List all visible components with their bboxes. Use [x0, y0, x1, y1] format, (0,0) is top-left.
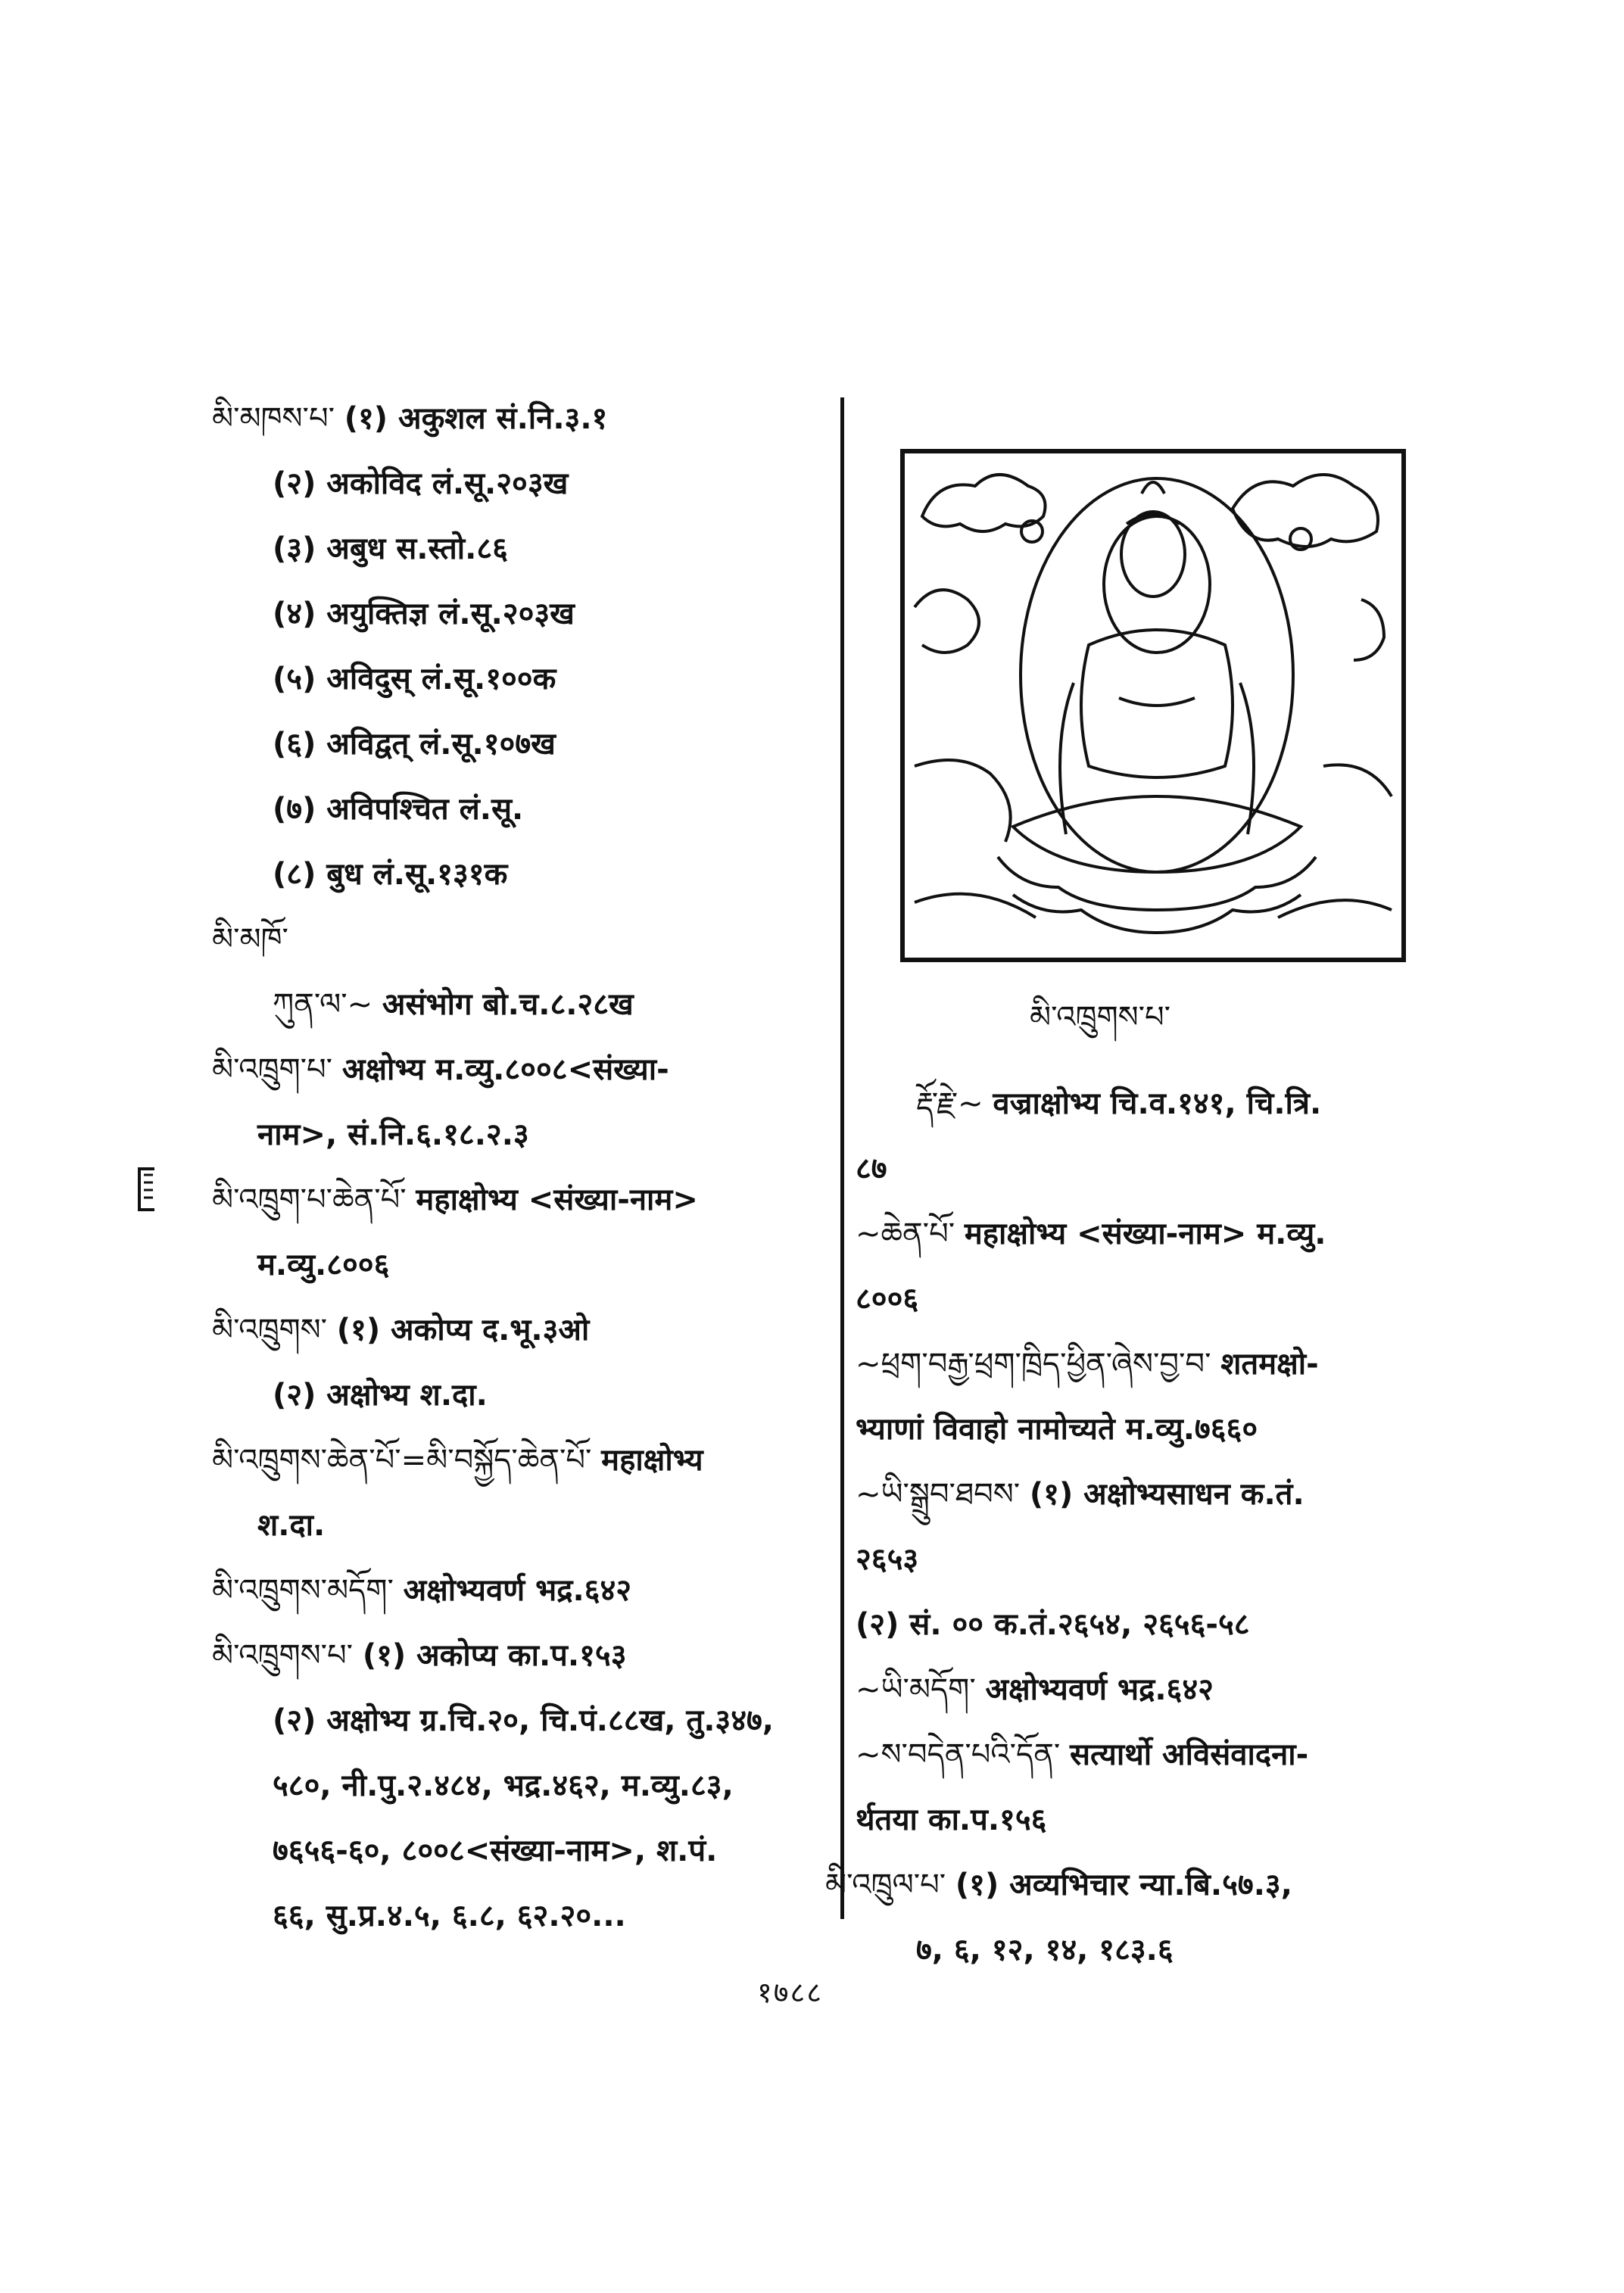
tibetan-headword: མི་འཁྲུགས་ — [212, 1313, 328, 1347]
entry-line — [212, 907, 818, 972]
tibetan-headword: ~ཕྲག་བརྒྱ་ཕྲག་ཁྲིད་ཕྱིན་ཞེས་བྱ་བ་ — [856, 1347, 1211, 1382]
entry-line — [212, 1623, 818, 1688]
entry-line — [856, 1462, 1492, 1527]
left-column — [212, 386, 818, 1949]
entry-line — [212, 1037, 818, 1102]
sanskrit-gloss: (७) अविपश्चित लं.सू. — [273, 792, 524, 827]
sanskrit-gloss: (२) अकोविद लं.सू.२०३ख — [273, 466, 569, 501]
buddha-akshobhya-icon — [899, 448, 1407, 963]
page-number: १७८८ — [757, 1976, 824, 2009]
entry-line — [212, 451, 818, 516]
entry-line — [856, 1722, 1492, 1787]
entry-line — [856, 1918, 1492, 1983]
tibetan-headword: མི་འཁྲུལ་པ་ — [825, 1868, 946, 1902]
tibetan-headword: ཀུན་ལ་~ — [273, 987, 373, 1022]
sanskrit-gloss: (१) अकोप्य द.भू.३ओ — [336, 1313, 590, 1347]
entry-line — [212, 1102, 818, 1167]
illustration-caption: མི་འཁྲུགས་པ་ — [1030, 1000, 1171, 1035]
entry-line — [212, 1818, 818, 1883]
sanskrit-gloss: ६६, सु.प्र.४.५, ६.८, ६२.२०... — [273, 1899, 626, 1933]
sanskrit-gloss: (३) अबुध स.स्तो.८६ — [273, 531, 508, 566]
sanskrit-gloss: (१) अकुशल सं.नि.३.१ — [344, 401, 608, 436]
tibetan-headword: ~ཡི་སྒྲུབ་ཐབས་ — [856, 1477, 1021, 1512]
entry-line — [212, 1298, 818, 1363]
tibetan-headword: མི་འཁྲུག་པ་ཆེན་པོ་ — [212, 1182, 407, 1217]
right-column — [825, 1071, 1492, 1983]
entry-line — [856, 1527, 1492, 1592]
entry-line — [212, 646, 818, 712]
sanskrit-gloss: श.दा. — [257, 1508, 326, 1543]
tibetan-headword: ~ས་བདེན་པའི་དོན་ — [856, 1737, 1061, 1772]
sanskrit-gloss: अक्षोभ्यवर्ण भद्र.६४२ — [403, 1573, 632, 1608]
tibetan-headword: མི་མཁས་པ་ — [212, 401, 335, 436]
entry-line — [856, 1332, 1492, 1397]
column-divider — [840, 397, 844, 1919]
entry-line — [212, 516, 818, 581]
sanskrit-gloss: ८७ — [856, 1151, 887, 1186]
tibetan-headword: མི་འཁྲུགས་ཆེན་པོ་=མི་བསྐྱོད་ཆེན་པོ་ — [212, 1443, 592, 1478]
entry-line — [212, 386, 818, 451]
tibetan-headword: ~ཆེན་པོ་ — [856, 1217, 955, 1251]
tibetan-headword: ~ཡི་མདོག་ — [856, 1672, 976, 1707]
sanskrit-gloss: ५८०, नी.पु.२.४८४, भद्र.४६२, म.व्यु.८३, — [273, 1768, 734, 1803]
entry-line — [856, 1592, 1492, 1657]
sanskrit-gloss: नाम>, सं.नि.६.१८.२.३ — [257, 1117, 529, 1152]
sanskrit-gloss: २६५३ — [856, 1542, 919, 1577]
sanskrit-gloss: महाक्षोभ्य <संख्या-नाम> — [416, 1182, 698, 1217]
tibetan-headword: མི་འཁྲུགས་མདོག་ — [212, 1573, 394, 1608]
entry-line — [212, 1363, 818, 1428]
tibetan-headword: མི་འཁྲུགས་པ་ — [212, 1638, 354, 1673]
sanskrit-gloss: (१) अक्षोभ्यसाधन क.तं. — [1029, 1477, 1304, 1512]
entry-line — [856, 1201, 1492, 1266]
entry-line — [856, 1787, 1492, 1852]
entry-line — [212, 972, 818, 1037]
sanskrit-gloss: (४) अयुक्तिज्ञ लं.सू.२०३ख — [273, 597, 575, 631]
sanskrit-gloss: ७, ६, १२, १४, १८३.६ — [916, 1933, 1174, 1967]
margin-bracket-icon — [136, 1166, 156, 1213]
sanskrit-gloss: ८००६ — [856, 1282, 919, 1316]
tibetan-headword: མི་འཁྲུག་པ་ — [212, 1052, 333, 1087]
entry-line — [212, 1688, 818, 1753]
sanskrit-gloss: असंभोग बो.च.८.२८ख — [382, 987, 634, 1022]
sanskrit-gloss: (२) सं. ०० क.तं.२६५४, २६५६-५८ — [856, 1607, 1250, 1642]
sanskrit-gloss: (२) अक्षोभ्य श.दा. — [273, 1378, 488, 1413]
entry-line — [856, 1266, 1492, 1332]
sanskrit-gloss: (२) अक्षोभ्य ग्र.चि.२०, चि.पं.८८ख, तु.३४७, — [273, 1703, 774, 1738]
entry-line — [212, 581, 818, 646]
entry-line — [856, 1136, 1492, 1201]
entry-line — [856, 1397, 1492, 1462]
sanskrit-gloss: र्थतया का.प.१५६ — [856, 1802, 1047, 1837]
sanskrit-gloss: (१) अकोप्य का.प.१५३ — [362, 1638, 627, 1673]
entry-line — [212, 1493, 818, 1558]
entry-line — [212, 1167, 818, 1232]
entry-line — [212, 777, 818, 842]
sanskrit-gloss: म.व्यु.८००६ — [257, 1248, 390, 1282]
tibetan-headword: རྡོ་རྗེ་~ — [916, 1086, 983, 1121]
entry-line — [856, 1071, 1492, 1136]
sanskrit-gloss: महाक्षोभ्य — [601, 1443, 703, 1478]
entry-line — [212, 1558, 818, 1623]
sanskrit-gloss: (५) अविदुस् लं.सू.१००क — [273, 662, 556, 696]
entry-line — [212, 712, 818, 777]
sanskrit-gloss: (६) अविद्वत् लं.सू.१०७ख — [273, 727, 556, 762]
tibetan-headword: མི་མཁོ་ — [212, 922, 288, 957]
entry-line — [212, 1883, 818, 1949]
sanskrit-gloss: भ्याणां विवाहो नामोच्यते म.व्यु.७६६० — [856, 1412, 1258, 1447]
sanskrit-gloss: ७६५६-६०, ८००८<संख्या-नाम>, श.पं. — [273, 1833, 718, 1868]
entry-line — [212, 842, 818, 907]
sanskrit-gloss: (१) अव्यभिचार न्या.बि.५७.३, — [955, 1868, 1292, 1902]
entry-line — [212, 1428, 818, 1493]
sanskrit-gloss: सत्यार्थो अविसंवादना- — [1070, 1737, 1309, 1772]
entry-line — [825, 1852, 1492, 1918]
entry-line — [212, 1753, 818, 1818]
sanskrit-gloss: शतमक्षो- — [1220, 1347, 1319, 1382]
sanskrit-gloss: (८) बुध लं.सू.१३१क — [273, 857, 508, 892]
entry-line — [212, 1232, 818, 1298]
sanskrit-gloss: वज्राक्षोभ्य चि.व.१४१, चि.त्रि. — [993, 1086, 1322, 1121]
sanskrit-gloss: महाक्षोभ्य <संख्या-नाम> म.व्यु. — [964, 1217, 1326, 1251]
sanskrit-gloss: अक्षोभ्य म.व्यु.८००८<संख्या- — [341, 1052, 669, 1087]
sanskrit-gloss: अक्षोभ्यवर्ण भद्र.६४२ — [985, 1672, 1214, 1707]
entry-line — [856, 1657, 1492, 1722]
